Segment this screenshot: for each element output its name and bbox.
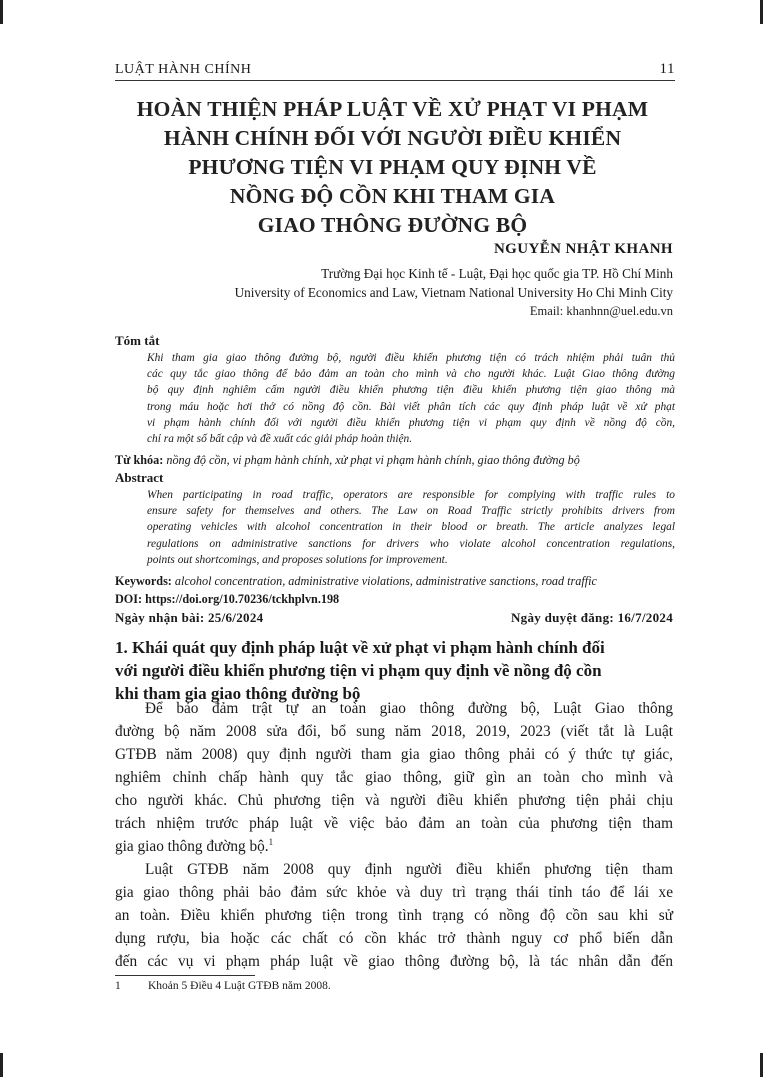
affiliation-vi: Trường Đại học Kinh tế - Luật, Đại học quốc gia TP. Hồ Chí Minh [321, 266, 673, 281]
title-line: GIAO THÔNG ĐƯỜNG BỘ [257, 213, 528, 237]
footnote-ref[interactable]: 1 [268, 836, 274, 847]
footnote [115, 980, 331, 992]
doi[interactable]: DOI: https://doi.org/10.70236/tckhplvn.198 [115, 592, 340, 606]
header-section: LUẬT HÀNH CHÍNH [115, 62, 252, 77]
summary-line: Khi tham gia giao thông đường bộ, người điều khiển phương tiện có trách nhiệm phải tuân thủ [147, 352, 675, 364]
abstract-label: Abstract [115, 470, 164, 485]
dates-row [115, 610, 673, 626]
body-line: an toàn. Điều khiển phương tiện trong tình trạng có nồng độ cồn sau khi sử [115, 907, 673, 924]
date-accepted: Ngày duyệt đăng: 16/7/2024 [510, 610, 673, 625]
summary-line: vi phạm hành chính đối với người điều khiển phương tiện vi phạm quy định về nồng độ cồn, [147, 416, 675, 429]
paragraph-2 [115, 858, 673, 973]
title-line: NỒNG ĐỘ CỒN KHI THAM GIA [229, 184, 556, 208]
body-line: Luật GTĐB năm 2008 quy định người điều khiển phương tiện tham [145, 861, 673, 878]
page-number: 11 [659, 61, 675, 77]
author-name: NGUYỄN NHẬT KHANH [493, 241, 673, 257]
title-line: PHƯƠNG TIỆN VI PHẠM QUY ĐỊNH VỀ [188, 155, 597, 179]
summary-line: các quy tắc giao thông để bảo đảm an toàn cho mình và cho người khác. Luật Giao thông đường [147, 368, 675, 381]
keywords-vi-label: Từ khóa: [115, 453, 164, 467]
running-header [115, 56, 675, 78]
keywords-en-text: alcohol concentration, administrative violations, administrative sanctions, road traffic [174, 574, 597, 588]
body-line: trách nhiệm trước pháp luật về việc bảo đảm an toàn của phương tiện tham [115, 815, 673, 832]
body-line: cho người khác. Chủ phương tiện và người điều khiển phương tiện phải chịu [115, 792, 673, 809]
affiliation-en: University of Economics and Law, Vietnam National University Ho Chi Minh City [234, 285, 673, 300]
body-line: gia giao thông phải bảo đảm sức khỏe và duy trì trạng thái tỉnh táo để lái xe [115, 884, 673, 901]
body-line: nghiêm chỉnh chấp hành quy tắc giao thông, giữ gìn an toàn cho mình và [115, 769, 673, 786]
abstract-text [147, 487, 675, 568]
summary-line: bộ quy định nghiêm cấm người điều khiển phương tiện điều khiển phương tiện giao thông mà [147, 384, 675, 397]
summary-label: Tóm tắt [115, 333, 160, 348]
body-line: Để bảo đảm trật tự an toàn giao thông đường bộ, Luật Giao thông [145, 700, 673, 717]
title-line: HÀNH CHÍNH ĐỐI VỚI NGƯỜI ĐIỀU KHIỂN [163, 126, 622, 150]
date-received: Ngày nhận bài: 25/6/2024 [115, 610, 264, 625]
title-line: HOÀN THIỆN PHÁP LUẬT VỀ XỬ PHẠT VI PHẠM [136, 97, 649, 121]
footnote-rule [115, 975, 255, 976]
section-heading-line: khi tham gia giao thông đường bộ [115, 684, 361, 703]
body-line: đến các vụ vi phạm pháp luật về giao thông đường bộ, là tác nhân dẫn đến [115, 953, 673, 970]
summary-line: chỉ ra một số bất cập và đề xuất các giải pháp hoàn thiện. [147, 433, 413, 446]
keywords-vi-text: nồng độ cồn, vi phạm hành chính, xử phạt vi phạm hành chính, giao thông đường bộ [166, 453, 580, 467]
section-heading-line: 1. Khái quát quy định pháp luật về xử phạt vi phạm hành chính đối [115, 638, 605, 657]
body-line: dụng rượu, bia hoặc các chất có cồn khác trở thành nguy cơ phổ biến dẫn [115, 930, 673, 947]
section-heading [115, 636, 675, 705]
abstract-line: points out shortcomings, and proposes solutions for improvement. [147, 553, 448, 566]
abstract-line: When participating in road traffic, operators are responsible for complying with traffic rules to [147, 489, 675, 501]
footnote-number: 1 [115, 980, 121, 992]
section-heading-line: với người điều khiển phương tiện vi phạm quy định về nồng độ cồn [115, 661, 602, 680]
body-line: GTĐB năm 2008) quy định người tham gia giao thông phải có ý thức tự giác, [115, 746, 673, 763]
keywords-en [115, 574, 597, 589]
body-line: đường bộ năm 2008 sửa đổi, bổ sung năm 2018, 2019, 2023 (viết tắt là Luật [115, 723, 673, 740]
author-email: Email: khanhnn@uel.edu.vn [529, 304, 673, 318]
body-line-last [115, 835, 673, 858]
crop-mark-bottom-left [0, 1053, 3, 1077]
article-title [100, 95, 685, 240]
keywords-en-label: Keywords: [115, 574, 172, 588]
body-line-text: gia giao thông đường bộ. [115, 838, 269, 855]
keywords-vi [115, 453, 580, 468]
abstract-line: ensure safety for themselves and others. The Law on Road Traffic strictly prohibits drivers from [147, 505, 675, 518]
summary-text [147, 350, 675, 447]
abstract-line: regulations on administrative sanctions for drivers who violate alcohol concentration regulations, [147, 537, 675, 550]
abstract-line: operating vehicles with alcohol concentration in their blood or breath. The article analyzes legal [147, 521, 675, 534]
footnote-text: Khoản 5 Điều 4 Luật GTĐB năm 2008. [148, 980, 331, 992]
paragraph-1 [115, 697, 673, 858]
crop-mark-top-left [0, 0, 3, 24]
header-rule [115, 80, 675, 81]
summary-line: trong máu hoặc hơi thở có nồng độ cồn. Bài viết phân tích các quy định pháp luật về xử phạt [147, 400, 675, 413]
